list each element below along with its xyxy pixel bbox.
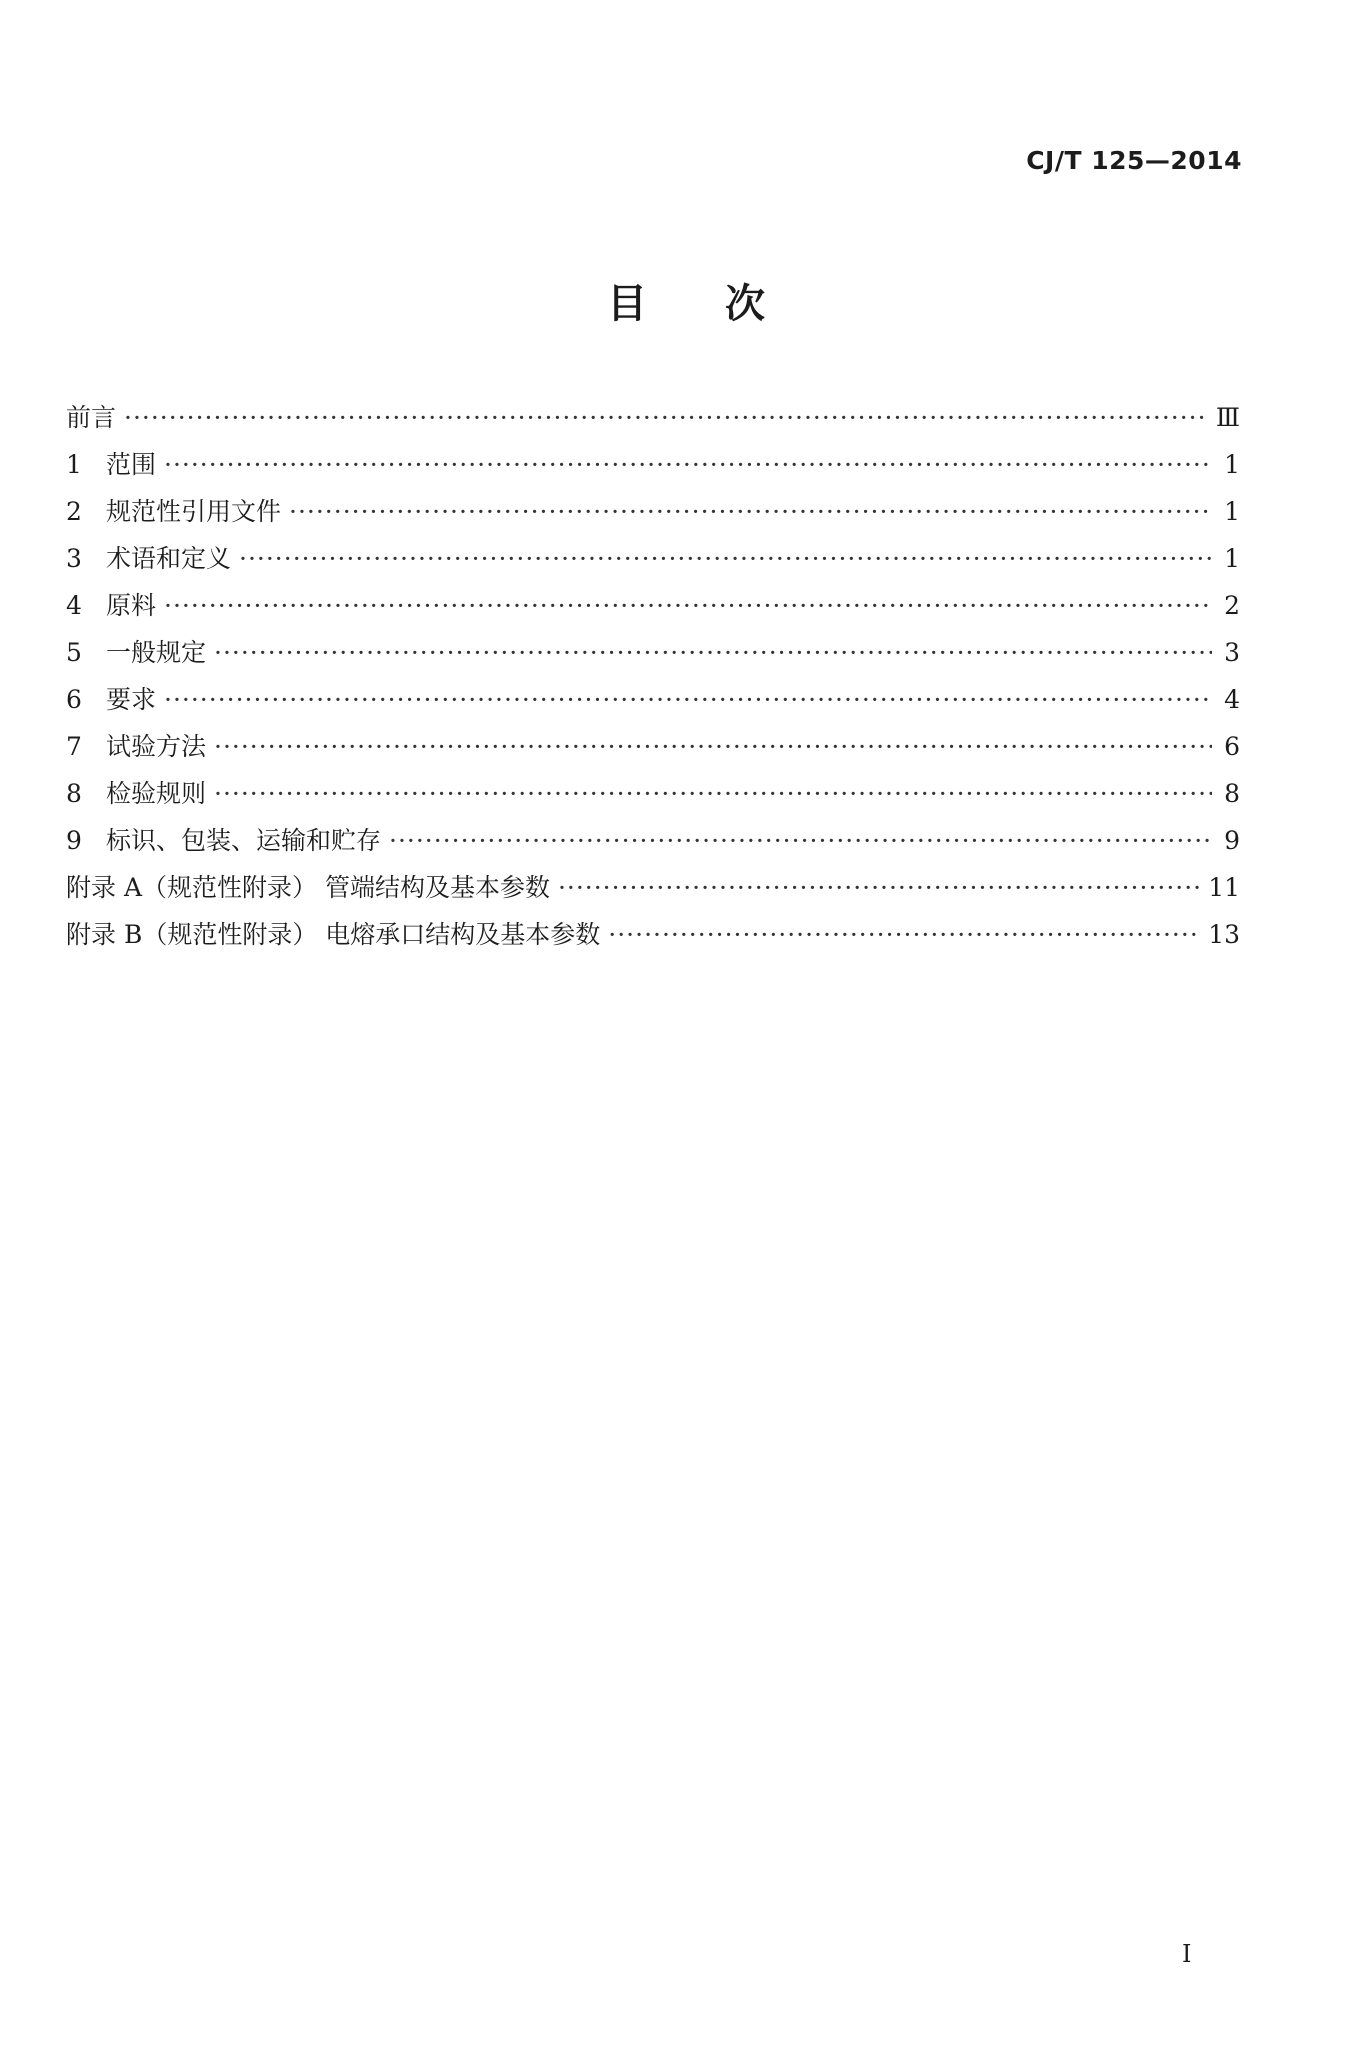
toc-leader-dots <box>214 732 1212 761</box>
toc-entry-page: 8 <box>1224 779 1240 808</box>
toc-entry-page: 2 <box>1224 591 1240 620</box>
toc-leader-dots <box>164 685 1212 714</box>
toc-entry-label: 试验方法 <box>106 732 207 761</box>
toc-entry-page: 1 <box>1224 497 1240 526</box>
toc-entry-4[interactable] <box>66 586 1240 633</box>
toc-entry-label: 规范性引用文件 <box>106 497 282 526</box>
toc-leader-dots <box>164 591 1212 620</box>
toc-leader-dots <box>124 403 1208 432</box>
toc-entry-page: 3 <box>1224 638 1240 667</box>
toc-entry-page: 1 <box>1224 450 1240 479</box>
toc-entry-number: 9 <box>66 826 82 855</box>
toc-entry-page: 11 <box>1208 873 1240 902</box>
toc-leader-dots <box>389 826 1212 855</box>
toc-entry-5[interactable] <box>66 633 1240 680</box>
toc-entry-page: 6 <box>1224 732 1240 761</box>
document-code: CJ/T 125—2014 <box>1026 146 1242 175</box>
toc-entry-number: 3 <box>66 544 82 573</box>
toc-entry-7[interactable] <box>66 727 1240 774</box>
toc-entry-label: 术语和定义 <box>106 544 232 573</box>
toc-leader-dots <box>239 544 1212 573</box>
toc-entry-page: 1 <box>1224 544 1240 573</box>
toc-entry-page: 13 <box>1208 920 1240 949</box>
toc-entry-label: 范围 <box>106 450 157 479</box>
toc-entry-number: 8 <box>66 779 82 808</box>
toc-entry-page: 9 <box>1224 826 1240 855</box>
toc-leader-dots <box>608 920 1200 949</box>
toc-leader-dots <box>214 638 1212 667</box>
toc-entry-number: 5 <box>66 638 82 667</box>
toc-entry-label: 原料 <box>106 591 157 620</box>
toc-entry-number: 1 <box>66 450 82 479</box>
toc-entry-foreword[interactable] <box>66 398 1240 445</box>
toc-entry-label: 检验规则 <box>106 779 207 808</box>
toc-entry-1[interactable] <box>66 445 1240 492</box>
toc-entry-8[interactable] <box>66 774 1240 821</box>
toc-entry-appendix-b[interactable] <box>66 915 1240 962</box>
toc-entry-number: 6 <box>66 685 82 714</box>
page-number: I <box>1182 1940 1192 1968</box>
toc-entry-9[interactable] <box>66 821 1240 868</box>
toc-entry-page: 4 <box>1224 685 1240 714</box>
toc-entry-label: 要求 <box>106 685 157 714</box>
toc-leader-dots <box>558 873 1200 902</box>
page-title: 目次 <box>607 281 843 327</box>
toc-entry-2[interactable] <box>66 492 1240 539</box>
toc-entry-page: Ⅲ <box>1215 403 1240 432</box>
toc-entry-label: 一般规定 <box>106 638 207 667</box>
table-of-contents <box>66 398 1240 962</box>
toc-entry-number: 2 <box>66 497 82 526</box>
toc-leader-dots <box>289 497 1212 526</box>
toc-entry-label: 附录 A（规范性附录） 管端结构及基本参数 <box>66 873 550 902</box>
toc-entry-6[interactable] <box>66 680 1240 727</box>
toc-entry-label: 标识、包装、运输和贮存 <box>106 826 382 855</box>
toc-entry-3[interactable] <box>66 539 1240 586</box>
toc-entry-label: 前言 <box>66 403 117 432</box>
toc-entry-number: 4 <box>66 591 82 620</box>
toc-entry-label: 附录 B（规范性附录） 电熔承口结构及基本参数 <box>66 920 601 949</box>
toc-leader-dots <box>164 450 1212 479</box>
toc-leader-dots <box>214 779 1212 808</box>
toc-entry-number: 7 <box>66 732 82 761</box>
toc-entry-appendix-a[interactable] <box>66 868 1240 915</box>
